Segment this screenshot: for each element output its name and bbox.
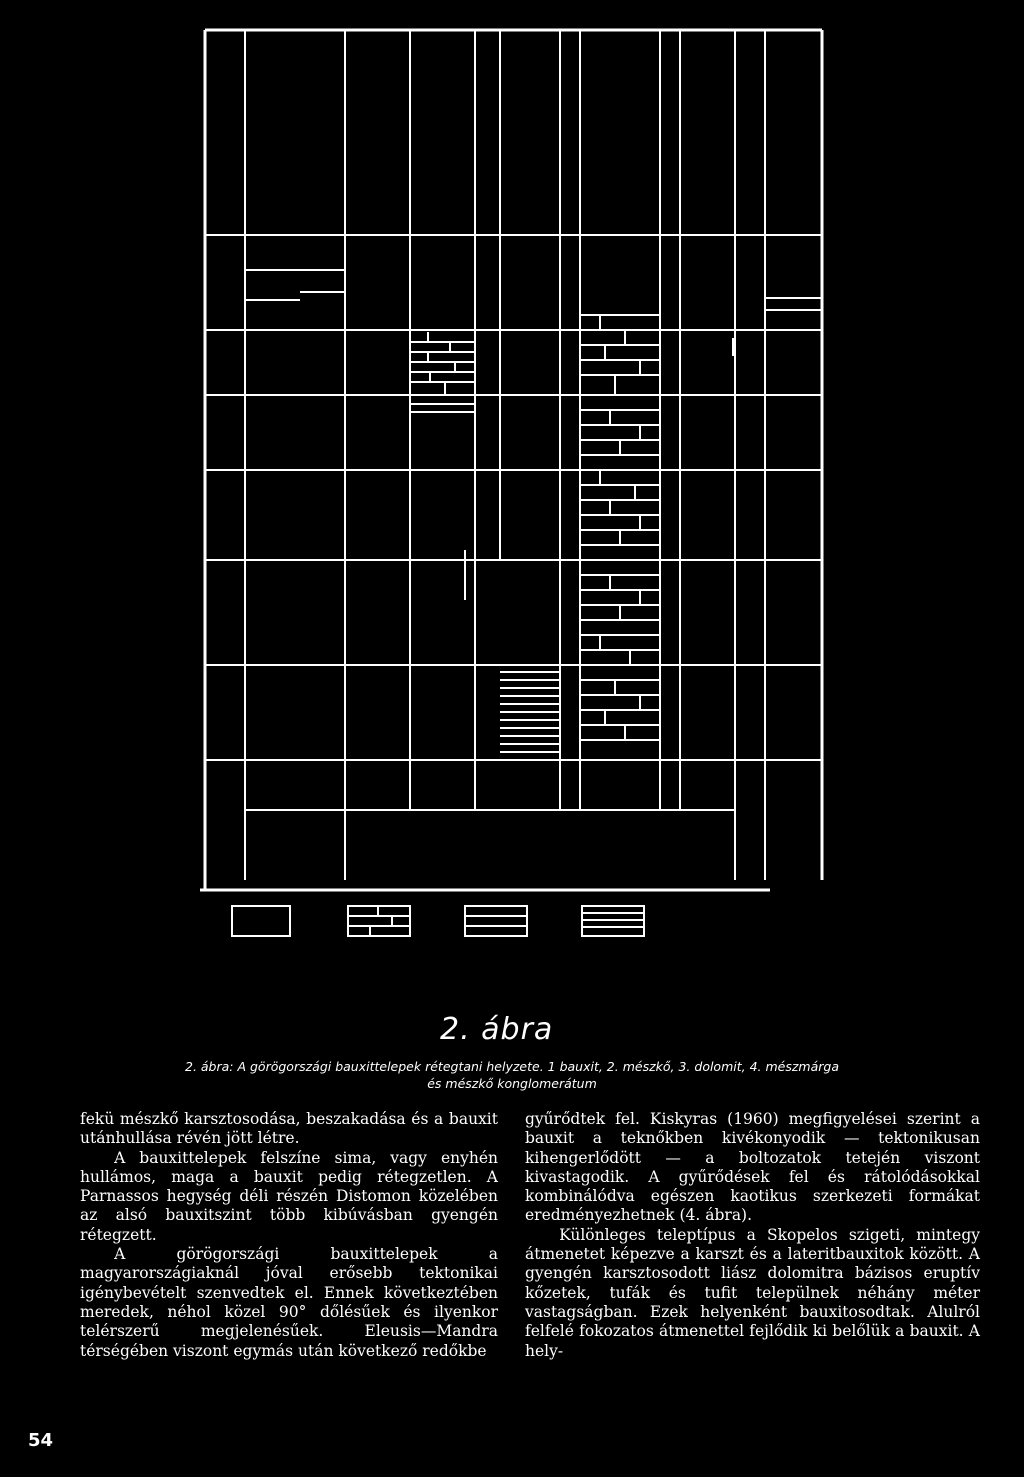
paragraph: A bauxittelepek felszíne sima, vagy enyhén hullámos, maga a bauxit pedig rétegzetlen. A Parnassos hegység déli részén Distomon közelében az alsó bauxitszint több kibúvásban gyengén rétegzett. [80,1148,498,1244]
page-number: 54 [28,1430,54,1451]
legend-swatch-marl [582,906,644,936]
text-column-left [80,1110,498,1361]
figure-title: 2. ábra [440,1012,554,1047]
paragraph: Különleges teleptípus a Skopelos szigeti, mintegy átmenetet képezve a karszt és a lateritbauxitok között. A gyengén karsztosodott liász dolomitra bázisos eruptív kőzetek, tufák és tufit települnek néhány méter vastagságban. Ezek helyenként bauxitosodtak. Alulról felfelé fokozatos átmenettel fejlődik ki belőlük a bauxit. A hely- [525,1225,980,1360]
figure-caption [30,1058,994,1092]
text-column-right [525,1110,980,1361]
legend-swatch-bauxite [232,906,290,936]
paragraph: fekü mészkő karsztosodása, beszakadása és a bauxit utánhullása révén jött létre. [80,1110,498,1148]
legend-swatches [232,906,644,936]
paragraph: gyűrődtek fel. Kiskyras (1960) megfigyelései szerint a bauxit a teknőkben kivékonyodik — tektonikusan kihengerlődött — a boltozatok tetején viszont kivastagodik. A gyűrődések fel és rátolódásokkal kombinálódva egészen kaotikus szerkezeti formákat eredményezhetnek (4. ábra). [525,1110,980,1225]
layer-boundaries [205,235,822,810]
marl-column-pattern [500,672,560,752]
figure-caption-line-1: 2. ábra: A görögországi bauxittelepek rétegtani helyzete. 1 bauxit, 2. mészkő, 3. dolomit, 4. mészmárga [185,1059,839,1074]
figure-caption-line-2: és mészkő konglomerátum [427,1076,597,1091]
limestone-column-pattern [410,332,475,412]
legend-swatch-limestone [348,906,410,936]
legend-swatch-dolomite [465,906,527,936]
brick-column-pattern [580,315,660,740]
paragraph: A görögországi bauxittelepek a magyarországiaknál jóval erősebb tektonikai igénybevételt szenvedtek el. Ennek következtében meredek, néhol közel 90° dőlésűek és ilyenkor telérszerű megjelenésűek. Eleusis—Mandra térségében viszont egymás után következő redőkbe [80,1245,498,1360]
